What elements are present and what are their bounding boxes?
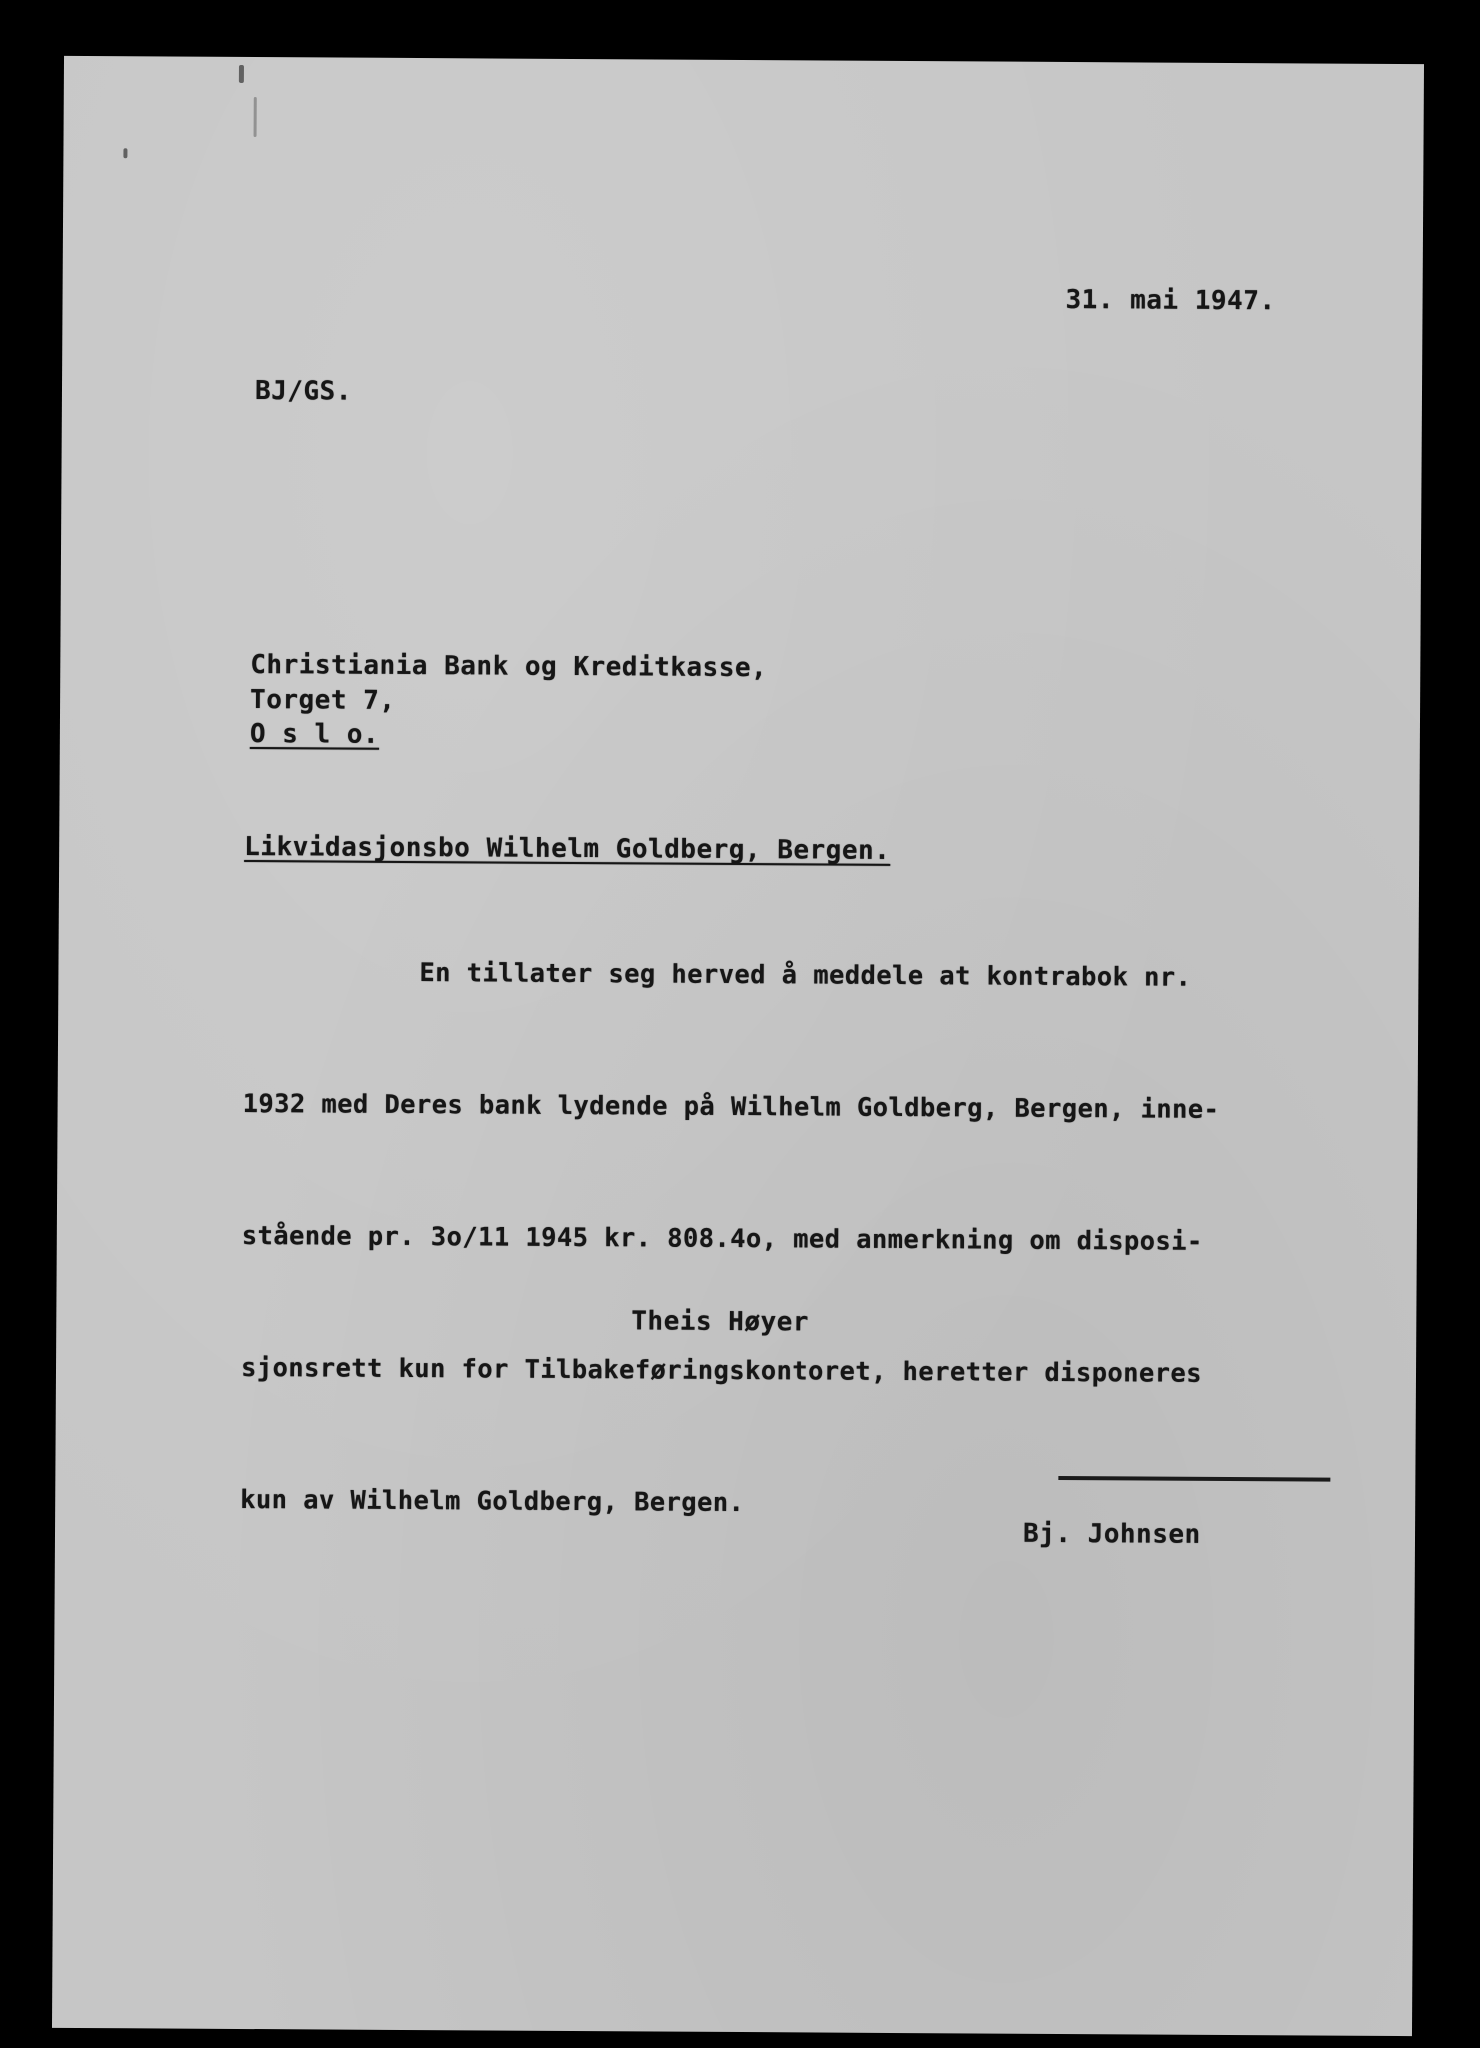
body-line: En tillater seg herved å meddele at kontrabok nr. <box>419 958 1192 993</box>
recipient-name: Christiania Bank og Kreditkasse, <box>250 650 768 684</box>
letter-body <box>240 862 1375 1617</box>
document-page <box>52 56 1424 2036</box>
body-line: 1932 med Deres bank lydende på Wilhelm Goldberg, Bergen, inne- <box>242 1088 1220 1125</box>
body-line: stående pr. 3o/11 1945 kr. 808.4o, med anmerkning om disposi- <box>241 1220 1203 1257</box>
secondary-signatory: Bj. Johnsen <box>1022 1518 1201 1550</box>
subject-line: Likvidasjonsbo Wilhelm Goldberg, Bergen. <box>244 831 891 866</box>
body-line: sjonsrett kun for Tilbakeføringskontoret, heretter disponeres <box>240 1352 1202 1389</box>
reference-code: BJ/GS. <box>254 376 353 407</box>
recipient-street: Torget 7, <box>250 685 396 716</box>
paper-speck <box>123 148 127 158</box>
recipient-city: O s l o. <box>249 719 380 750</box>
paper-speck <box>254 97 257 137</box>
letter-date: 31. mai 1947. <box>1065 284 1276 317</box>
signatory-name: Theis Høyer <box>631 1306 810 1338</box>
paper-speck <box>239 65 244 83</box>
body-line: kun av Wilhelm Goldberg, Bergen. <box>240 1484 745 1519</box>
